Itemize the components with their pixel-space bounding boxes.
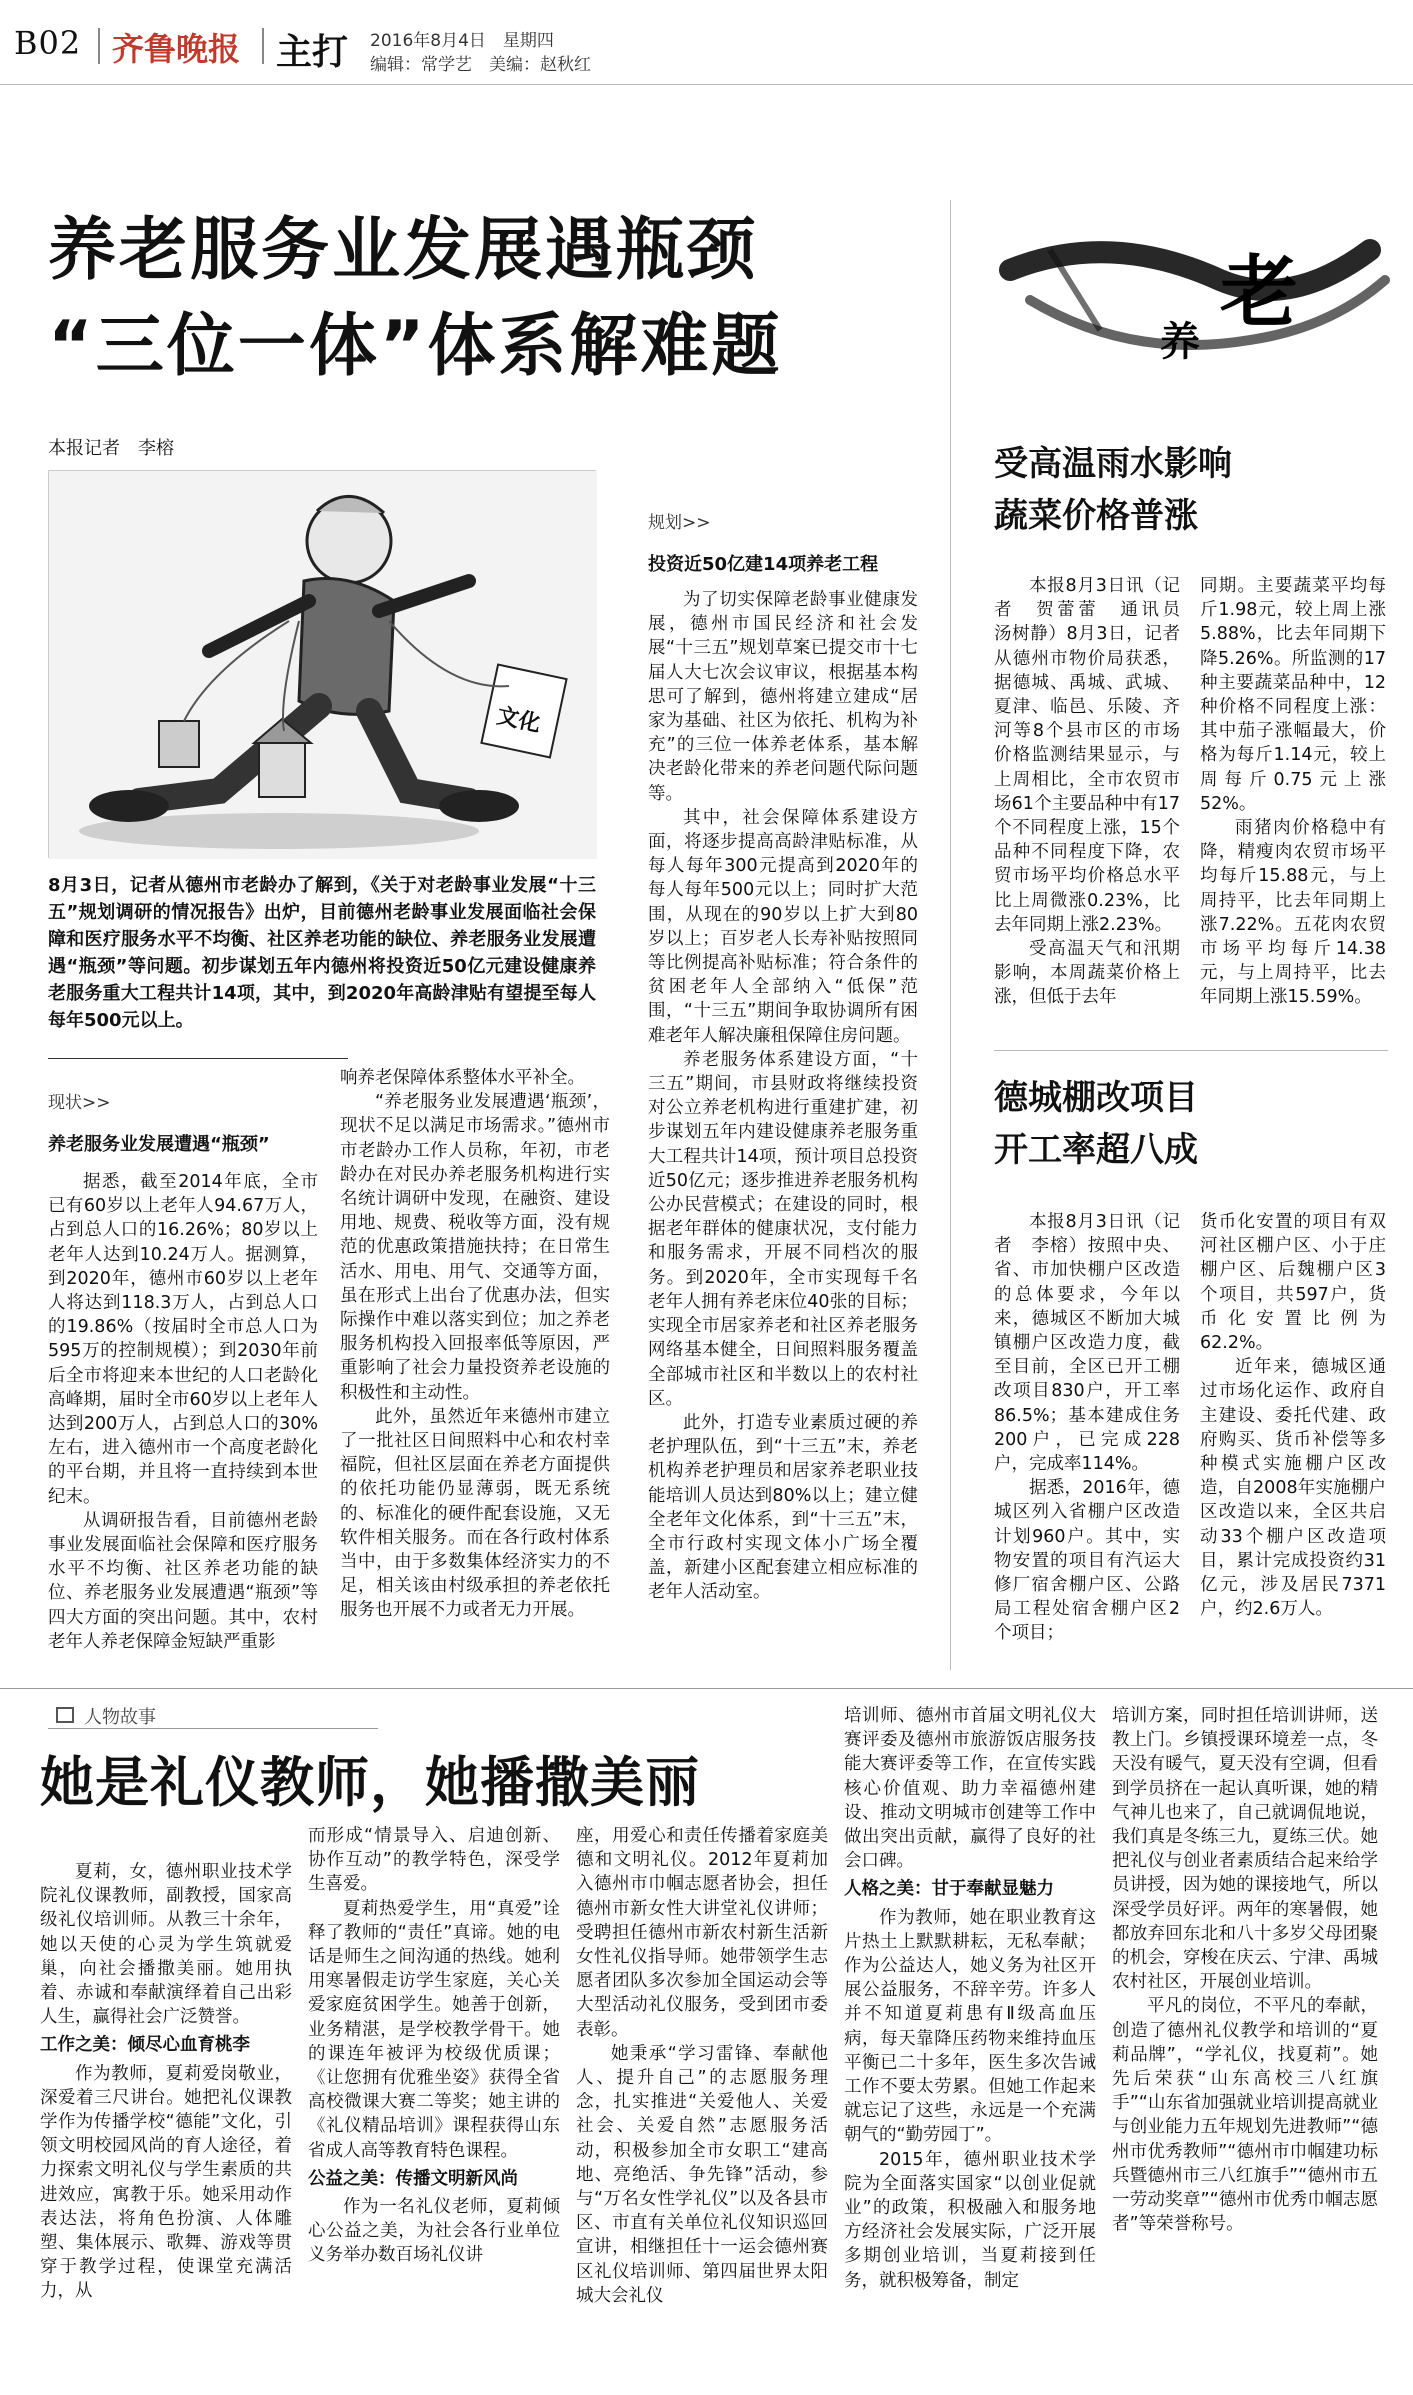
col3-label: 规划>> [648, 513, 711, 533]
veg-col1 [994, 574, 1198, 1010]
paragraph: 夏莉，女，德州职业技术学院礼仪课教师，副教授，国家高级礼仪培训师。从教三十余年，她以天使的心灵为学生筑就爱巢，向社会播撒美丽。她用执着、赤诚和奉献演绎着自己出彩人生，赢得社会广泛赞誉。 [40, 1862, 292, 2028]
shed-headline-2: 开工率超八成 [994, 1130, 1198, 1170]
paragraph: 作为教师，她在职业教育这片热土上默默耕耘，无私奉献；作为公益达人，她义务为社区开展公益服务，不辞辛劳。许多人并不知道夏莉患有Ⅱ级高血压病，每天靠降压药物来维持血压平衡已二十多年，医生多次告诫工作不要太劳累。但她工作起来就忘记了这些，永远是一个充满朝气的“勤劳园丁”。 [844, 1907, 1096, 2146]
section-rule [994, 1050, 1388, 1051]
paragraph: 据悉，2016年，德城区列入省棚户区改造计划960户。其中，实物安置的项目有汽运大修厂宿舍棚户区、公路局工程处宿舍棚户区2个项目； [994, 1478, 1180, 1644]
paragraph: 同期。主要蔬菜平均每斤1.98元，较上周上涨5.88%，比去年同期下降5.26%。所监测的17种主要蔬菜品种中，12种价格不同程度上涨：其中茄子涨幅最大，价格为每斤1.14元，较上周每斤0.75元上涨52%。 [1200, 576, 1386, 814]
feature-col3 [576, 1824, 828, 2308]
header-divider [98, 28, 100, 64]
col3-body [648, 588, 918, 1605]
section-name: 主打 [276, 32, 349, 73]
paragraph: 作为一名礼仪老师，夏莉倾心公益之美，为社会各行业单位义务举办数百场礼仪讲 [308, 2197, 560, 2266]
document-icon [56, 1707, 74, 1723]
feature-col1 [40, 1860, 292, 2304]
paragraph: 座，用爱心和责任传播着家庭美德和文明礼仪。2012年夏莉加入德州市巾帼志愿者协会，担任德州市新女性大讲堂礼仪讲师；受聘担任德州市新农村新生活新女性礼仪指导师。她带领学生志愿者团队多次参加全国运动会等大型活动礼仪服务，受到团市委表彰。 [576, 1826, 828, 2040]
calligraphy-art [990, 210, 1400, 400]
col1-label: 现状>> [48, 1093, 111, 1113]
newspaper-logo: 齐鲁晚报 [112, 30, 241, 68]
cartoon-drawing [49, 471, 597, 859]
paragraph: 她秉承“学习雷锋、奉献他人、提升自己”的志愿服务理念，扎实推进“关爱他人、关爱社会、关爱自然”志愿服务活动，积极参加全市女职工“建高地、亮绝活、争先锋”活动，参与“万名女性学礼仪”以及各县市区、市直有关单位礼仪知识巡回宣讲，相继担任十一运会德州赛区礼仪培训师、第四届世界太阳城大会礼仪 [576, 2043, 828, 2306]
header-divider [262, 28, 264, 64]
paragraph: 培训方案，同时担任培训讲师，送教上门。乡镇授课环境差一点，冬天没有暖气，夏天没有空调，但看到学员挤在一起认真听课，她的精气神儿也来了，自己就调侃地说，我们真是冬练三九，夏练三伏。她把礼仪与创业者素质结合起来给学员讲授，因为她的课接地气，所以深受学员好评。两年的寒暑假，她都放弃回东北和八十多岁父母团聚的机会，穿梭在庆云、宁津、禹城农村社区，开展创业培训。 [1112, 1706, 1378, 1993]
subheading: 工作之美：倾尽心血育桃李 [40, 2035, 250, 2056]
header-rule [0, 84, 1413, 85]
col1-body [48, 1170, 318, 1654]
feature-tag-label: 人物故事 [84, 1707, 156, 1728]
cartoon-illustration [48, 470, 596, 858]
paragraph: 从调研报告看，目前德州老龄事业发展面临社会保障和医疗服务水平不均衡、社区养老功能的缺位、养老服务业发展遭遇“瓶颈”等四大方面的突出问题。其中，农村老年人养老保障金短缺严重影 [48, 1510, 318, 1652]
editor-credits: 编辑：常学艺 美编：赵秋红 [370, 55, 591, 75]
subheading: 人格之美：甘于奉献显魅力 [844, 1879, 1054, 1900]
paragraph: 作为教师，夏莉爱岗敬业，深爱着三尺讲台。她把礼仪课教学作为传播学校“德能”文化，引领文明校园风尚的育人途径，着力探索文明礼仪与学生素质的共进效应，寓教于乐。她采用动作表达法，将角色扮演、人体雕塑、集体展示、歌舞、游戏等贯穿于教学过程，使课堂充满活力，从 [40, 2063, 292, 2302]
paragraph: 响养老保障体系整体水平补全。 [340, 1068, 585, 1088]
paragraph: 此外，虽然近年来德州市建立了一批社区日间照料中心和农村幸福院，但社区层面在养老方面提供的依托功能仍显薄弱，既无系统的、标准化的硬件配套设施，又无软件相关服务。而在各行政村体系当中，由于多数集体经济实力的不足，相关该由村级承担的养老依托服务也开展不力或者无力开展。 [340, 1406, 610, 1621]
paragraph: 近年来，德城区通过市场化运作、政府自主建设、委托代建、政府购买、货币补偿等多种模式实施棚户区改造，自2008年实施棚户区改造以来，全区共启动33个棚户区改造项目，累计完成投资约31亿元，涉及居民7371户，约2.6万人。 [1200, 1357, 1386, 1620]
col3-title: 投资近50亿建14项养老工程 [648, 554, 879, 575]
paragraph: 货币化安置的项目有双河社区棚户区、小于庄棚户区、后魏棚户区3个项目，共597户，货币化安置比例为62.2%。 [1200, 1212, 1386, 1354]
shed-col1 [994, 1210, 1180, 1646]
paragraph: 受高温天气和汛期影响，本周蔬菜价格上涨，但低于去年 [994, 939, 1180, 1008]
paragraph: 为了切实保障老龄事业健康发展，德州市国民经济和社会发展“十三五”规划草案已提交市十七届人大七次会议审议，根据基本构思可了解到，德州将建立建成“居家为基础、社区为依托、机构为补充”的三位一体养老体系，基本解决老龄化带来的养老问题代际问题等。 [648, 590, 918, 804]
subheading: 公益之美：传播文明新风尚 [308, 2168, 518, 2189]
veg-headline-2: 蔬菜价格普涨 [994, 496, 1198, 536]
feature-headline: 她是礼仪教师，她播撒美丽 [40, 1751, 700, 1814]
feature-col4 [844, 1704, 1096, 2293]
lead-paragraph: 8月3日，记者从德州市老龄办了解到，《关于对老龄事业发展“十三五”规划调研的情况报告》出炉，目前德州老龄事业发展面临社会保障和医疗服务水平不均衡、社区养老功能的缺位、养老服务业发展遭遇“瓶颈”等问题。初步谋划五年内德州将投资近50亿元建设健康养老服务重大工程共计14项，其中，到2020年高龄津贴有望提至每人每年500元以上。 [48, 875, 596, 1031]
feature-section-tag [48, 1703, 378, 1729]
paragraph: 其中，社会保障体系建设方面，将逐步提高高龄津贴标准，从每人每年300元提高到2020年的每人每年500元以上；同时扩大范围，从现在的90岁以上扩大到80岁以上；百岁老人长寿补贴按照同等比例提高补贴标准；符合条件的贫困老年人全部纳入“低保”范围，“十三五”期间争取协调所有困难老年人解决廉租保障住房问题。 [648, 807, 918, 1046]
column-divider [950, 200, 951, 1670]
paragraph: 本报8月3日讯（记者 李榕）按照中央、省、市加快棚户区改造的总体要求，今年以来，德城区不断加大城镇棚户区改造力度，截至目前，全区已开工棚改项目830户，开工率86.5%；基本建成住务200户，已完成228户，完成率114%。 [994, 1212, 1180, 1475]
byline: 本报记者 李榕 [48, 438, 174, 459]
paragraph: 平凡的岗位，不平凡的奉献，创造了德州礼仪教学和培训的“夏莉品牌”，“学礼仪，找夏莉”。她先后荣获“山东高校三八红旗手”“山东省加强就业培训提高就业与创业能力五年规划先进教师”“德州市优秀教师”“德州市巾帼建功标兵暨德州市三八红旗手”“德州市五一劳动奖章”“德州市优秀巾帼志愿者”等荣誉称号。 [1112, 1996, 1378, 2235]
calligraphy-char-small: 养 [1160, 318, 1200, 365]
veg-col2 [1200, 574, 1386, 1010]
paragraph: “养老服务业发展遭遇‘瓶颈’，现状不足以满足市场需求。”德州市市老龄办工作人员称，年初，市老龄办在对民办养老服务机构进行实名统计调研中发现，在融资、建设用地、规费、税收等方面，没有规范的优惠政策措施扶持；在日常生活水、用电、用气、交通等方面，虽在形式上出台了优惠办法，但实际操作中难以落实到位；加之养老服务机构投入回报率低等原因，严重影响了社会力量投资养老设施的积极性和主动性。 [340, 1092, 610, 1403]
feature-rule [0, 1688, 1413, 1689]
ink-brush-icon [990, 210, 1400, 400]
calligraphy-char-big: 老 [1220, 247, 1299, 338]
col2-body [340, 1066, 610, 1623]
paragraph: 夏莉热爱学生，用“真爱”诠释了教师的“责任”真谛。她的电话是师生之间沟通的热线。她利用寒暑假走访学生家庭，关心关爱家庭贫困学生。她善于创新，业务精湛，是学校教学骨干。她的课连年被评为校级优质课；《让您拥有优雅坐姿》获得全省高校微课大赛二等奖；她主讲的《礼仪精品培训》课程获得山东省成人高等教育特色课程。 [308, 1898, 560, 2161]
veg-headline-1: 受高温雨水影响 [994, 444, 1232, 484]
headline-line-2: “三位一体”体系解难题 [48, 307, 783, 386]
col1-title: 养老服务业发展遭遇“瓶颈” [48, 1134, 270, 1155]
shed-col2 [1200, 1210, 1386, 1621]
paragraph: 此外，打造专业素质过硬的养老护理队伍，到“十三五”末，养老机构养老护理员和居家养老职业技能培训人员达到80%以上；建立健全老年文化体系，到“十三五”末，全市行政村实现文体小广场全覆盖，新建小区配套建立相应标准的老年人活动室。 [648, 1412, 918, 1603]
paragraph: 本报8月3日讯（记者 贺蕾蕾 通讯员 汤树静）8月3日，记者从德州市物价局获悉，据德城、禹城、武城、夏津、临邑、乐陵、齐河等8个县市区的市场价格监测结果显示，与上周相比，全市农贸市场61个主要品种中有17个不同程度上涨，15个品种不同程度下降，农贸市场平均价格总水平比上周微涨0.23%，比去年同期上涨2.23%。 [994, 576, 1198, 935]
feature-col5 [1112, 1704, 1378, 2236]
shed-headline-1: 德城棚改项目 [994, 1078, 1198, 1118]
paragraph: 2015年，德州职业技术学院为全面落实国家“以创业促就业”的政策，积极融入和服务地方经济社会发展实际，广泛开展多期创业培训，当夏莉接到任务，就积极筹备，制定 [844, 2149, 1096, 2291]
paragraph: 而形成“情景导入、启迪创新、协作互动”的教学特色，深受学生喜爱。 [308, 1826, 560, 1895]
paragraph: 养老服务体系建设方面，“十三五”期间，市县财政将继续投资对公立养老机构进行重建扩建，初步谋划五年内建设健康养老服务重大工程共计14项，预计项目总投资近50亿元；逐步推进养老服务机构公办民营模式；在建设的同时，根据老年群体的健康状况，支付能力和服务需求，开展不同档次的服务。到2020年，全市实现每千名老年人拥有养老床位40张的目标；实现全市居家养老和社区养老服务网络基本健全，日间照料服务覆盖全部城市社区和半数以上的农村社区。 [648, 1049, 918, 1409]
paragraph: 培训师、德州市首届文明礼仪大赛评委及德州市旅游饭店服务技能大赛评委等工作，在宣传实践核心价值观、助力幸福德州建设、推动文明城市创建等工作中做出突出贡献，赢得了良好的社会口碑。 [844, 1706, 1096, 1872]
feature-col2 [308, 1824, 560, 2268]
issue-date: 2016年8月4日 星期四 [370, 31, 554, 51]
paragraph: 雨猪肉价格稳中有降，精瘦肉农贸市场平均每斤15.88元，与上周持平，比去年同期上涨7.22%。五花肉农贸市场平均每斤14.38元，与上周持平，比去年同期上涨15.59%。 [1200, 818, 1386, 1008]
lead-rule [48, 1058, 348, 1059]
headline-line-1: 养老服务业发展遇瓶颈 [48, 211, 759, 290]
page-number: B02 [14, 24, 82, 62]
cartoon-sign-text: 文化 [494, 703, 543, 738]
paragraph: 据悉，截至2014年底，全市已有60岁以上老年人94.67万人，占到总人口的16.26%；80岁以上老年人达到10.24万人。据测算，到2020年，德州市60岁以上老年人将达到118.3万人，占到总人口的19.86%（按届时全市总人口为595万的控制规模）；到2030年前后全市将迎来本世纪的人口老龄化高峰期，届时全市60岁以上老年人达到200万人，占到总人口的30%左右，进入德州市一个高度老龄化的平台期，并且将一直持续到本世纪末。 [48, 1172, 318, 1507]
